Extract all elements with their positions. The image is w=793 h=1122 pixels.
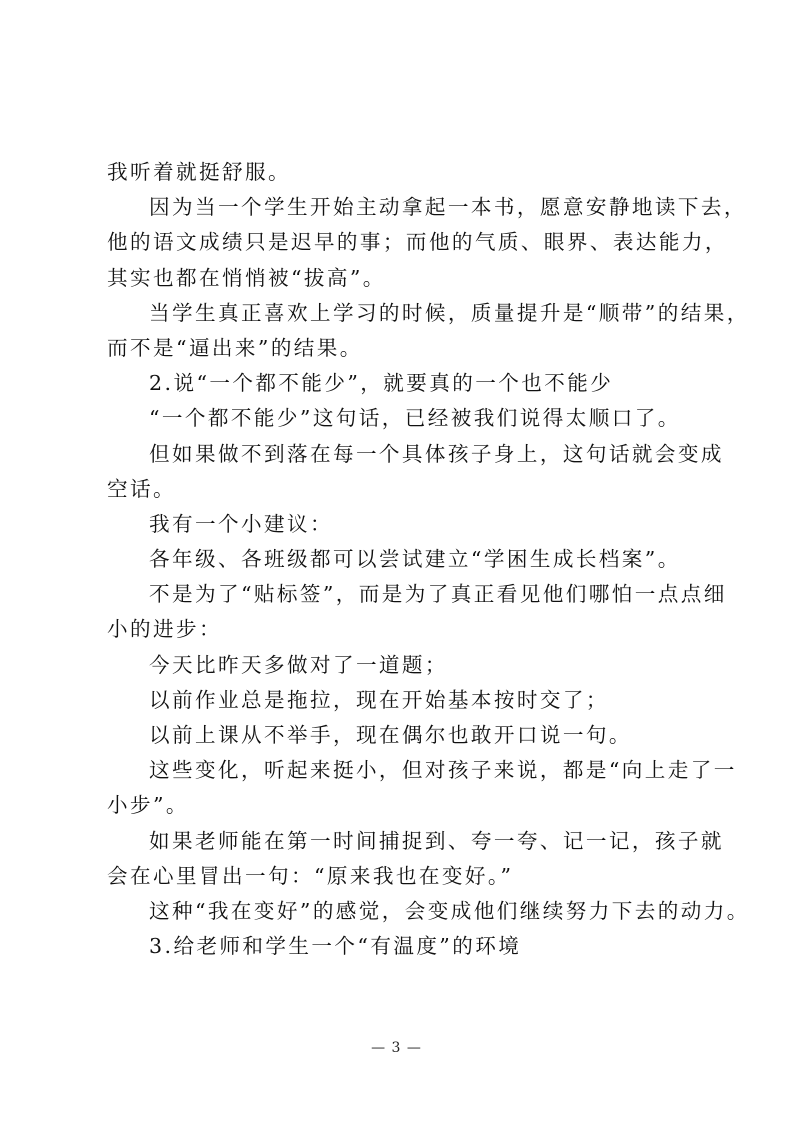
paragraph-line: 空话。 [107, 476, 176, 501]
paragraph-line: 今天比昨天多做对了一道题； [149, 652, 448, 677]
paragraph-line: 各年级、各班级都可以尝试建立“学困生成长档案”。 [149, 547, 681, 572]
paragraph-line: 其实也都在悄悄被“拔高”。 [107, 265, 386, 290]
paragraph-line: 但如果做不到落在每一个具体孩子身上，这句话就会变成 [149, 441, 724, 466]
paragraph-line: 小的进步： [107, 617, 222, 642]
paragraph-line: 我有一个小建议： [149, 511, 333, 536]
paragraph-line: 他的语文成绩只是迟早的事；而他的气质、眼界、表达能力， [107, 230, 728, 255]
paragraph-line: 以前作业总是拖拉，现在开始基本按时交了； [149, 687, 609, 712]
body-text [107, 155, 750, 964]
paragraph-line: 因为当一个学生开始主动拿起一本书，愿意安静地读下去， [149, 195, 747, 220]
paragraph-line: 会在心里冒出一句：“原来我也在变好。” [107, 863, 514, 888]
paragraph-line: 这些变化，听起来挺小，但对孩子来说，都是“向上走了一 [149, 758, 737, 783]
paragraph-line: 这种“我在变好”的感觉，会变成他们继续努力下去的动力。 [149, 898, 750, 923]
paragraph-line: 而不是“逼出来”的结果。 [107, 335, 363, 360]
paragraph-line: 当学生真正喜欢上学习的时候，质量提升是“顺带”的结果， [149, 300, 750, 325]
section-heading: 3.给老师和学生一个“有温度”的环境 [149, 934, 522, 959]
paragraph-line: 以前上课从不举手，现在偶尔也敢开口说一句。 [149, 723, 632, 747]
page-number: — 3 — [371, 1040, 422, 1056]
paragraph-line: 如果老师能在第一时间捕捉到、夸一夸、记一记，孩子就 [149, 828, 724, 853]
paragraph-line: “一个都不能少”这句话，已经被我们说得太顺口了。 [149, 406, 681, 431]
paragraph-line: 小步”。 [107, 793, 189, 818]
paragraph-line: 不是为了“贴标签”，而是为了真正看见他们哪怕一点点细 [149, 582, 727, 607]
paragraph-line: 我听着就挺舒服。 [107, 160, 291, 184]
section-heading: 2.说“一个都不能少”，就要真的一个也不能少 [149, 371, 614, 396]
